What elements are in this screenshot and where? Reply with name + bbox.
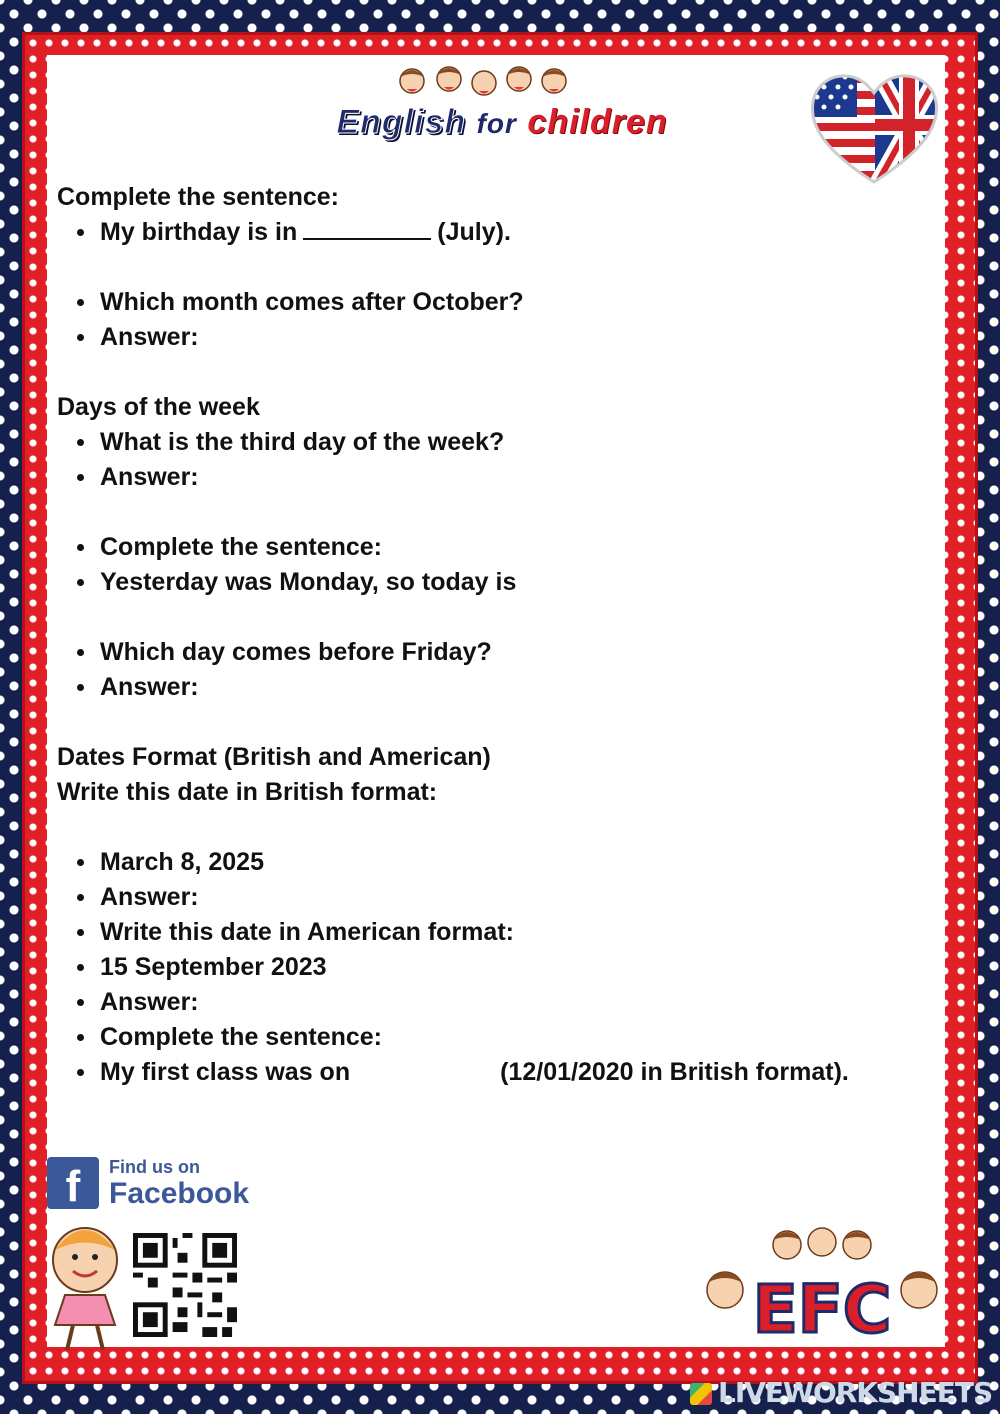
english-for-children-logo xyxy=(312,103,692,153)
section-heading-days-of-week: Days of the week xyxy=(57,393,260,421)
facebook-find-text: Find us on xyxy=(109,1157,200,1177)
bullet-icon xyxy=(77,649,84,656)
bullet-icon xyxy=(77,229,84,236)
liveworksheets-watermark: LIVEWORKSHEETS xyxy=(690,1376,990,1406)
list-item-answer: Answer: xyxy=(57,320,945,355)
list-item-third-day: What is the third day of the week? xyxy=(57,425,945,460)
liveworksheets-logo-icon xyxy=(690,1383,712,1405)
worksheet-content xyxy=(57,180,945,1090)
section-heading-dates-format: Dates Format (British and American) xyxy=(57,743,491,771)
list-item-month-after-october: Which month comes after October? xyxy=(57,285,945,320)
list-item-birthday: My birthday is in (July). xyxy=(57,215,945,250)
bullet-icon xyxy=(77,684,84,691)
bullet-icon xyxy=(77,929,84,936)
bullet-icon xyxy=(77,999,84,1006)
bullet-icon xyxy=(77,544,84,551)
bullet-icon xyxy=(77,1034,84,1041)
logo-english: English xyxy=(336,103,467,141)
list-item-answer: Answer: xyxy=(57,985,945,1020)
list-item-march-date: March 8, 2025 xyxy=(57,845,945,880)
flag-heart-icon xyxy=(807,67,942,187)
qr-code-icon[interactable] xyxy=(133,1233,237,1337)
list-item-september-date: 15 September 2023 xyxy=(57,950,945,985)
bullet-icon xyxy=(77,299,84,306)
list-item-first-class: My first class was on (12/01/2020 in British format). xyxy=(57,1055,945,1090)
bullet-icon xyxy=(77,579,84,586)
section-heading-complete-sentence: Complete the sentence: xyxy=(57,183,340,211)
logo-for: for xyxy=(476,108,517,139)
children-illustration xyxy=(387,59,577,109)
list-item-yesterday-monday: Yesterday was Monday, so today is xyxy=(57,565,945,600)
efc-text: EFC xyxy=(752,1271,892,1345)
list-item-answer: Answer: xyxy=(57,880,945,915)
list-item-answer: Answer: xyxy=(57,460,945,495)
bullet-icon xyxy=(77,474,84,481)
facebook-badge[interactable] xyxy=(47,1157,250,1213)
bullet-icon xyxy=(77,439,84,446)
bullet-icon xyxy=(77,894,84,901)
worksheet-page xyxy=(47,55,945,1347)
girl-cartoon-illustration xyxy=(25,1215,135,1355)
bullet-icon xyxy=(77,964,84,971)
list-item-complete-sentence: Complete the sentence: xyxy=(57,1020,945,1055)
logo-children: children xyxy=(527,103,668,141)
facebook-icon: f xyxy=(47,1157,99,1209)
list-item-day-before-friday: Which day comes before Friday? xyxy=(57,635,945,670)
efc-logo-illustration xyxy=(697,1220,947,1345)
list-item-american-format: Write this date in American format: xyxy=(57,915,945,950)
bullet-icon xyxy=(77,859,84,866)
bullet-icon xyxy=(77,334,84,341)
blank-answer-line[interactable] xyxy=(303,216,431,240)
facebook-name-text: Facebook xyxy=(109,1177,250,1210)
list-item-answer: Answer: xyxy=(57,670,945,705)
bullet-icon xyxy=(77,1069,84,1076)
section-subheading-british-format: Write this date in British format: xyxy=(57,778,438,806)
list-item-complete-sentence: Complete the sentence: xyxy=(57,530,945,565)
